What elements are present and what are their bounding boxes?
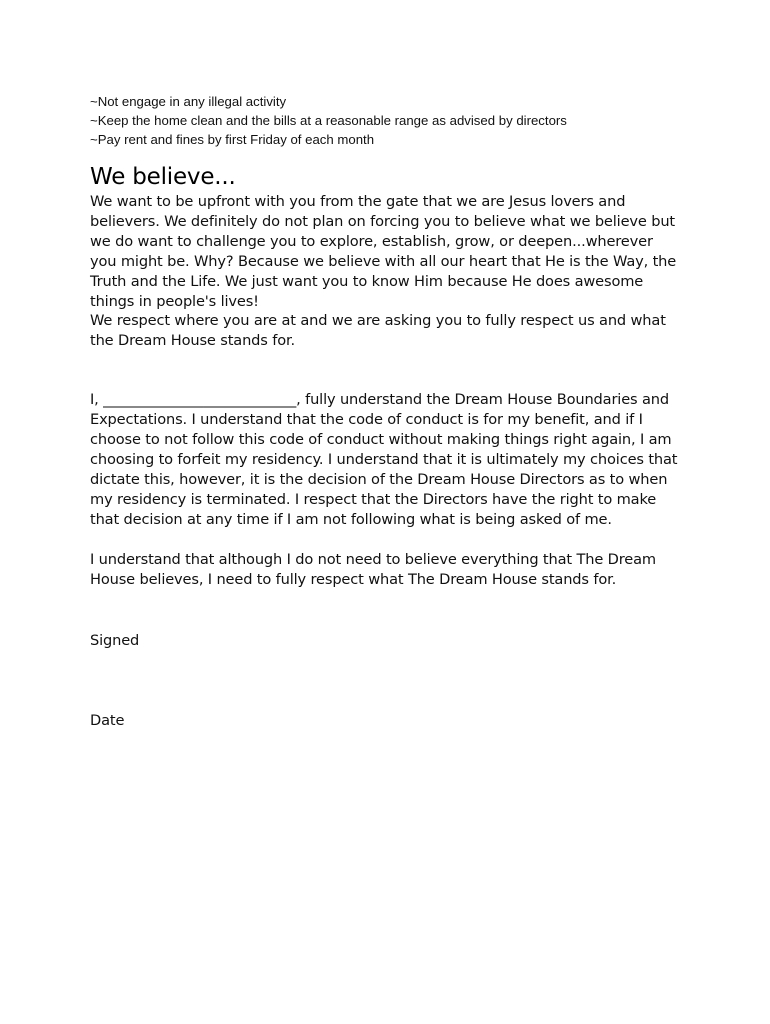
belief-heading: We believe...	[90, 164, 236, 190]
document-page	[90, 92, 680, 731]
rule-item-home-clean: ~Keep the home clean and the bills at a reasonable range as advised by directors	[90, 113, 567, 128]
acknowledgement-paragraph: I understand that although I do not need to believe everything that The Dream House believes, I need to fully respect what The Dream House stands for.	[90, 550, 656, 588]
acknowledgement-section	[90, 550, 680, 590]
agreement-paragraph: I, ___________________________, fully understand the Dream House Boundaries and Expectations. I understand that the code of conduct is for my benefit, and if I choose to not follow this code of conduct without making things right again, I am choosing to forfeit my residency. I understand that it is ultimately my choices that dictate this, however, it is the decision of the Dream House Directors as to when my residency is terminated. I respect that the Directors have the right to make that decision at any time if I am not following what is being asked of me.	[90, 391, 678, 528]
signed-label: Signed	[90, 632, 140, 650]
rule-item-illegal-activity: ~Not engage in any illegal activity	[90, 94, 287, 109]
house-rules-list	[90, 92, 680, 149]
belief-paragraph: We want to be upfront with you from the gate that we are Jesus lovers and believers. We definitely do not plan on forcing you to believe what we believe but we do want to challenge you to explore, establish, grow, or deepen...wherever you might be. Why? Because we believe with all our heart that He is the Way, the Truth and the Life. We just want you to know Him because He does awesome things in people's lives!	[90, 193, 677, 310]
agreement-section	[90, 390, 680, 529]
rule-item-pay-rent: ~Pay rent and fines by first Friday of each month	[90, 132, 375, 147]
belief-section	[90, 192, 680, 351]
date-label: Date	[90, 712, 125, 730]
respect-paragraph: We respect where you are at and we are asking you to fully respect us and what the Dream House stands for.	[90, 312, 666, 350]
